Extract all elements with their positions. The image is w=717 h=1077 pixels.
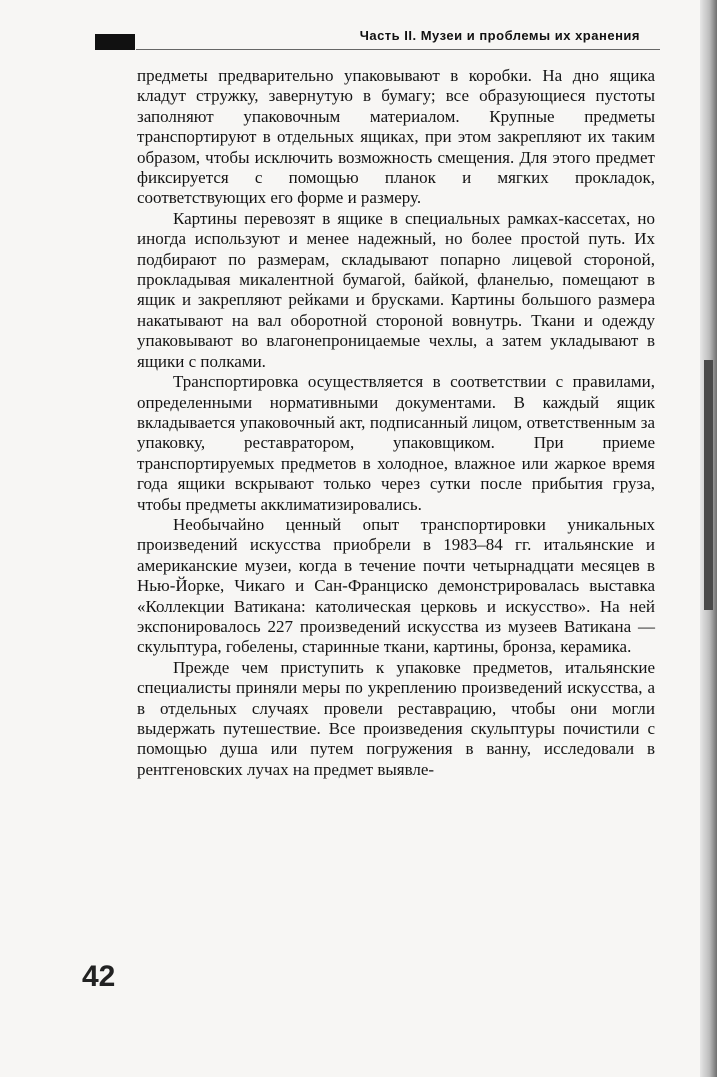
running-header: Часть II. Музеи и проблемы их хранения	[359, 28, 640, 43]
paragraph-4: Необычайно ценный опыт транспортировки уникальных произведений искусства приобрели в 1983–84 гг. итальянские и американские музеи, когда в течение почти четырнадцати месяцев в Нью-Йорке, Чикаго и Сан-Франциско демонстрировалась выставка «Коллекции Ватикана: католическая церковь и искусство». На ней экспонировалось 227 произведений искусства из музеев Ватикана — скульптура, гобелены, старинные ткани, картины, бронза, керамика.	[137, 514, 655, 657]
header-marker-block	[95, 34, 135, 50]
body-text	[137, 66, 655, 780]
paragraph-5: Прежде чем приступить к упаковке предметов, итальянские специалисты приняли меры по укреплению произведений искусства, а в отдельных случаях провели реставрацию, чтобы они могли выдержать путешествие. Все произведения скульптуры почистили с помощью душа или путем погружения в ванну, исследовали в рентгеновских лучах на предмет выявле-	[137, 657, 655, 779]
paragraph-1: предметы предварительно упаковывают в коробки. На дно ящика кладут стружку, завернутую в бумагу; все образующиеся пустоты заполняют упаковочным материалом. Крупные предметы транспортируют в отдельных ящиках, при этом закрепляют их таким образом, чтобы исключить возможность смещения. Для этого предмет фиксируется с помощью планок и мягких прокладок, соответствующих его форме и размеру.	[137, 66, 655, 208]
paragraph-2: Картины перевозят в ящике в специальных рамках-кассетах, но иногда используют и менее надежный, но более простой путь. Их подбирают по размерам, складывают попарно лицевой стороной, прокладывая микалентной бумагой, байкой, фланелью, помещают в ящик и закрепляют рейками и брусками. Картины большого размера накатывают на вал оборотной стороной вовнутрь. Ткани и одежду упаковывают во влагонепроницаемые чехлы, а затем укладывают в ящики с полками.	[137, 208, 655, 371]
page-edge-marker	[704, 360, 713, 610]
header-rule	[136, 49, 660, 50]
page-number: 42	[82, 960, 116, 993]
paragraph-3: Транспортировка осуществляется в соответствии с правилами, определенными нормативными документами. В каждый ящик вкладывается упаковочный акт, подписанный лицом, ответственным за упаковку, реставратором, упаковщиком. При приеме транспортируемых предметов в холодное, влажное или жаркое время года ящики вскрывают только через сутки после прибытия груза, чтобы предметы акклиматизировались.	[137, 372, 655, 514]
